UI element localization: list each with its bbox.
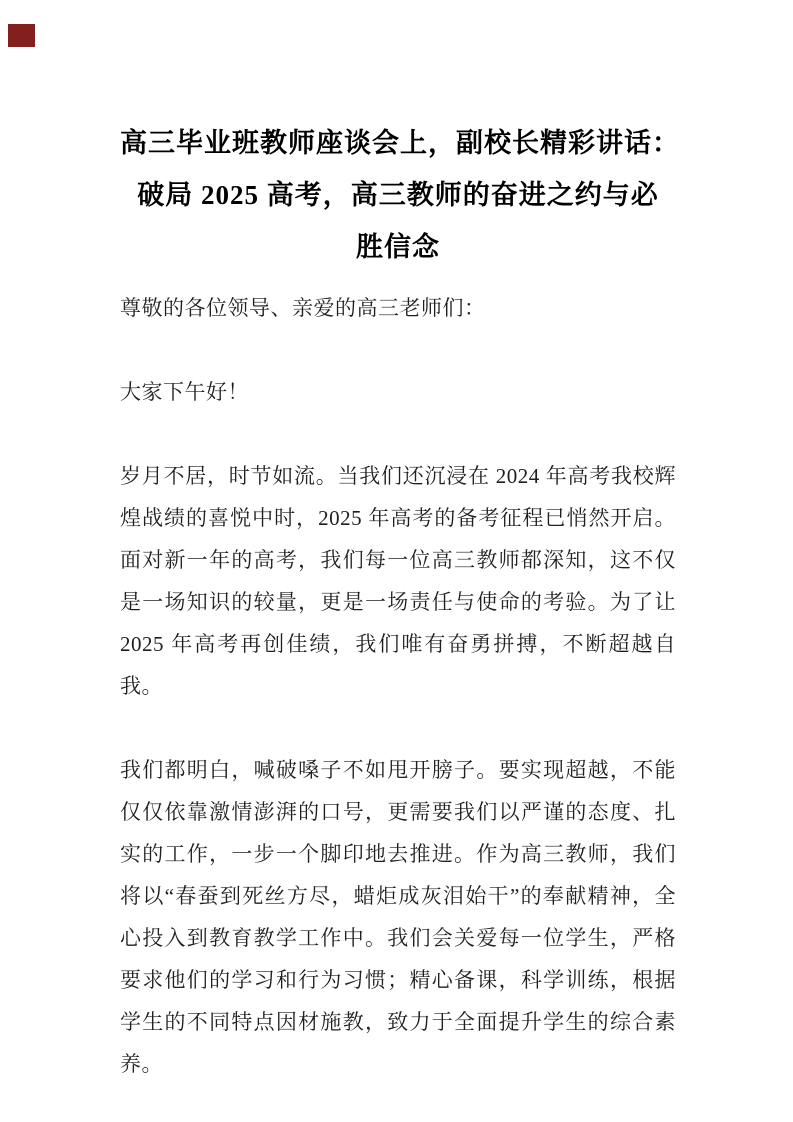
paragraph-body-1: 岁月不居，时节如流。当我们还沉浸在 2024 年高考我校辉煌战绩的喜悦中时，2025 年高考的备考征程已悄然开启。面对新一年的高考，我们每一位高三教师都深知，这不仅是一场知识的较量，更是一场责任与使命的考验。为了让 2025 年高考再创佳绩，我们唯有奋勇拼搏，不断超越自我。: [120, 464, 676, 698]
corner-mark: [8, 24, 35, 47]
title-line-2: 破局 2025 高考，高三教师的奋进之约与必: [137, 180, 659, 210]
document-content: [120, 117, 680, 1085]
title-line-1: 高三毕业班教师座谈会上，副校长精彩讲话：: [120, 128, 680, 158]
document-title: [120, 117, 680, 273]
title-line-3: 胜信念: [356, 232, 440, 262]
paragraph-greeting: 大家下午好！: [120, 380, 249, 404]
paragraph-salutation: 尊敬的各位领导、亲爱的高三老师们：: [120, 296, 486, 320]
paragraph-body-2: 我们都明白，喊破嗓子不如甩开膀子。要实现超越，不能仅仅依靠激情澎湃的口号，更需要我们以严谨的态度、扎实的工作，一步一个脚印地去推进。作为高三教师，我们将以“春蚕到死丝方尽，蜡炬成灰泪始干”的奉献精神，全心投入到教育教学工作中。我们会关爱每一位学生，严格要求他们的学习和行为习惯；精心备课，科学训练，根据学生的不同特点因材施教，致力于全面提升学生的综合素养。: [120, 758, 676, 1076]
